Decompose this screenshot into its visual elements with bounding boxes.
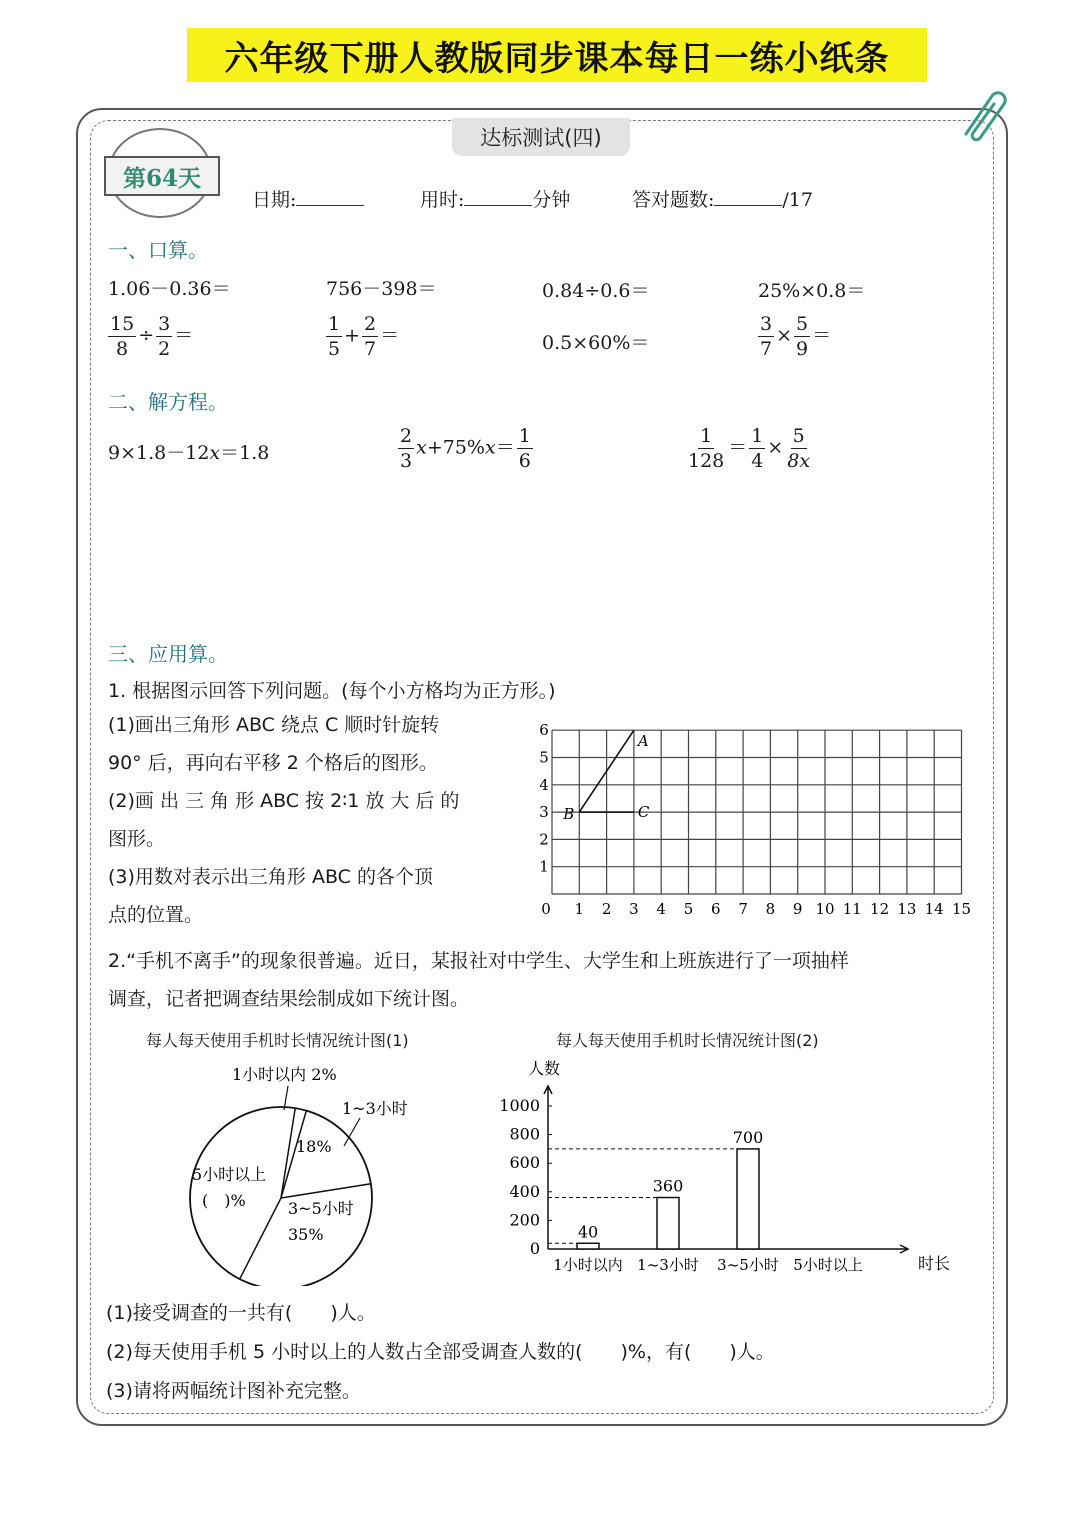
score-field[interactable]: 答对题数: /17 (632, 189, 813, 211)
page-banner: 六年级下册人教版同步课本每日一练小纸条 (187, 28, 927, 82)
grid-y-tick: 2 (539, 830, 549, 849)
point-label-b: B (563, 805, 575, 824)
oral-item: 25%×0.8＝ (758, 280, 866, 302)
bar-y-tick: 400 (509, 1181, 540, 1201)
oral-item: 0.84÷0.6＝ (542, 280, 650, 302)
bar-y-tick: 1000 (499, 1096, 540, 1115)
grid-y-tick: 1 (539, 857, 549, 876)
bar-value-label: 700 (732, 1127, 764, 1147)
equation-1: 9×1.8－12x＝1.8 (108, 442, 270, 464)
oral-item: 756－398＝ (326, 278, 437, 300)
grid-y-tick: 6 (539, 721, 549, 740)
point-label-a: A (637, 732, 649, 751)
oral-item-fraction: $\frac{15}{8}$ ÷ $\frac{3}{2}$ ＝ (110, 313, 194, 360)
pie-chart (180, 1056, 420, 1286)
paperclip-icon (952, 84, 1012, 144)
date-blank[interactable] (296, 187, 364, 206)
oral-item: 0.5×60%＝ (542, 332, 650, 354)
bar-y-tick: 800 (509, 1124, 540, 1144)
day-label: 第64天 (104, 156, 220, 196)
bar-category-label: 1小时以内 (553, 1256, 623, 1274)
test-title-tab: 达标测试(四) (452, 118, 630, 156)
coordinate-grid (530, 716, 980, 920)
pie-slice-boundary (240, 1198, 281, 1279)
grid-x-tick: 15 (951, 900, 972, 918)
oral-item: 1.06－0.36＝ (108, 278, 231, 300)
bar-value-label: 360 (652, 1176, 684, 1196)
problem1-intro: 1. 根据图示回答下列问题。(每个小方格均为正方形。) (108, 680, 556, 702)
grid-x-tick: 2 (601, 900, 612, 918)
problem2-question-2: (2)每天使用手机 5 小时以上的人数占全部受调查人数的( )%，有( )人。 (106, 1341, 775, 1363)
equation-2: $\frac{2}{3}$ x+75%x＝ $\frac{1}{6}$ (400, 425, 531, 472)
pie-label-3-5h: 3~5小时 (288, 1199, 354, 1218)
pie-chart-title: 每人每天使用手机时长情况统计图(1) (146, 1031, 409, 1050)
oral-item-fraction: $\frac{3}{7}$ × $\frac{5}{9}$ ＝ (760, 313, 832, 360)
date-field[interactable]: 日期: (252, 185, 364, 212)
problem2-question-1: (1)接受调查的一共有( )人。 (106, 1302, 376, 1324)
time-blank[interactable] (464, 187, 532, 206)
pie-value-1-3h: 18% (296, 1137, 332, 1156)
score-blank[interactable] (714, 187, 782, 206)
problem1-questions: (1)画出三角形 ABC 绕点 C 顺时针旋转 90° 后，再向右平移 2 个格后的图形。 (2)画 出 三 角 形 ABC 按 2∶1 放 大 后 的 图形。 (3)用数对表示出三角形 ABC 的各个顶 点的位置。 (108, 714, 460, 926)
grid-x-tick: 3 (629, 900, 639, 918)
grid-x-tick: 13 (897, 900, 917, 918)
problem2-intro-line1: 2.“手机不离手”的现象很普遍。近日，某报社对中学生、大学生和上班族进行了一项抽样 (108, 950, 849, 972)
section-application-heading: 三、应用算。 (108, 642, 228, 666)
bar-y-tick: 600 (509, 1153, 540, 1173)
grid-y-tick: 5 (539, 748, 549, 767)
bar-rect (737, 1149, 759, 1249)
pie-label-over-5h: ( )% (202, 1191, 246, 1210)
grid-x-tick: 11 (842, 900, 862, 918)
bar-value-label: 40 (577, 1222, 599, 1242)
pie-label-over-5h: 5小时以上 (192, 1165, 267, 1184)
equation-3: $\frac{1}{128}$ ＝ $\frac{1}{4}$ × $\frac{5}{8x}$ (688, 425, 811, 472)
grid-x-tick: 7 (738, 900, 748, 918)
bar-category-label: 5小时以上 (793, 1256, 863, 1274)
grid-x-tick: 9 (792, 900, 803, 918)
section-oral-heading: 一、口算。 (108, 238, 208, 262)
pie-label-1-3h: 1~3小时 (342, 1099, 408, 1118)
grid-x-tick: 5 (683, 900, 694, 918)
bar-y-tick: 200 (509, 1210, 540, 1230)
grid-x-tick: 4 (656, 900, 666, 918)
point-label-c: C (637, 803, 650, 822)
problem2-intro-line2: 调查，记者把调查结果绘制成如下统计图。 (108, 988, 470, 1010)
problem2-question-3: (3)请将两幅统计图补充完整。 (106, 1380, 361, 1402)
pie-slice-boundary (281, 1184, 371, 1198)
grid-x-tick: 14 (924, 900, 944, 918)
bar-category-label: 1~3小时 (637, 1256, 699, 1274)
grid-x-tick: 6 (711, 900, 721, 918)
time-field[interactable]: 用时: 分钟 (420, 189, 571, 211)
bar-x-label: 时长 (918, 1254, 950, 1273)
pie-label-under-1h: 1小时以内 2% (232, 1065, 337, 1084)
grid-x-tick: 10 (815, 900, 835, 918)
bar-rect (657, 1198, 679, 1249)
grid-y-tick: 4 (539, 775, 549, 794)
grid-x-tick: 12 (870, 900, 890, 918)
grid-y-tick: 3 (539, 803, 549, 822)
oral-item-fraction: $\frac{1}{5}$ + $\frac{2}{7}$ ＝ (328, 313, 400, 360)
bar-y-tick: 0 (529, 1239, 540, 1258)
grid-x-tick: 0 (541, 900, 551, 918)
bar-y-label: 人数 (527, 1059, 561, 1078)
grid-x-tick: 1 (574, 900, 585, 918)
section-equation-heading: 二、解方程。 (108, 390, 228, 414)
bar-chart (490, 1056, 950, 1286)
grid-x-tick: 8 (765, 900, 776, 918)
bar-rect (577, 1243, 599, 1249)
bar-category-label: 3~5小时 (717, 1256, 779, 1274)
bar-chart-title: 每人每天使用手机时长情况统计图(2) (556, 1031, 819, 1050)
pie-slice-boundary (281, 1108, 295, 1198)
pie-label-3-5h: 35% (288, 1225, 324, 1244)
